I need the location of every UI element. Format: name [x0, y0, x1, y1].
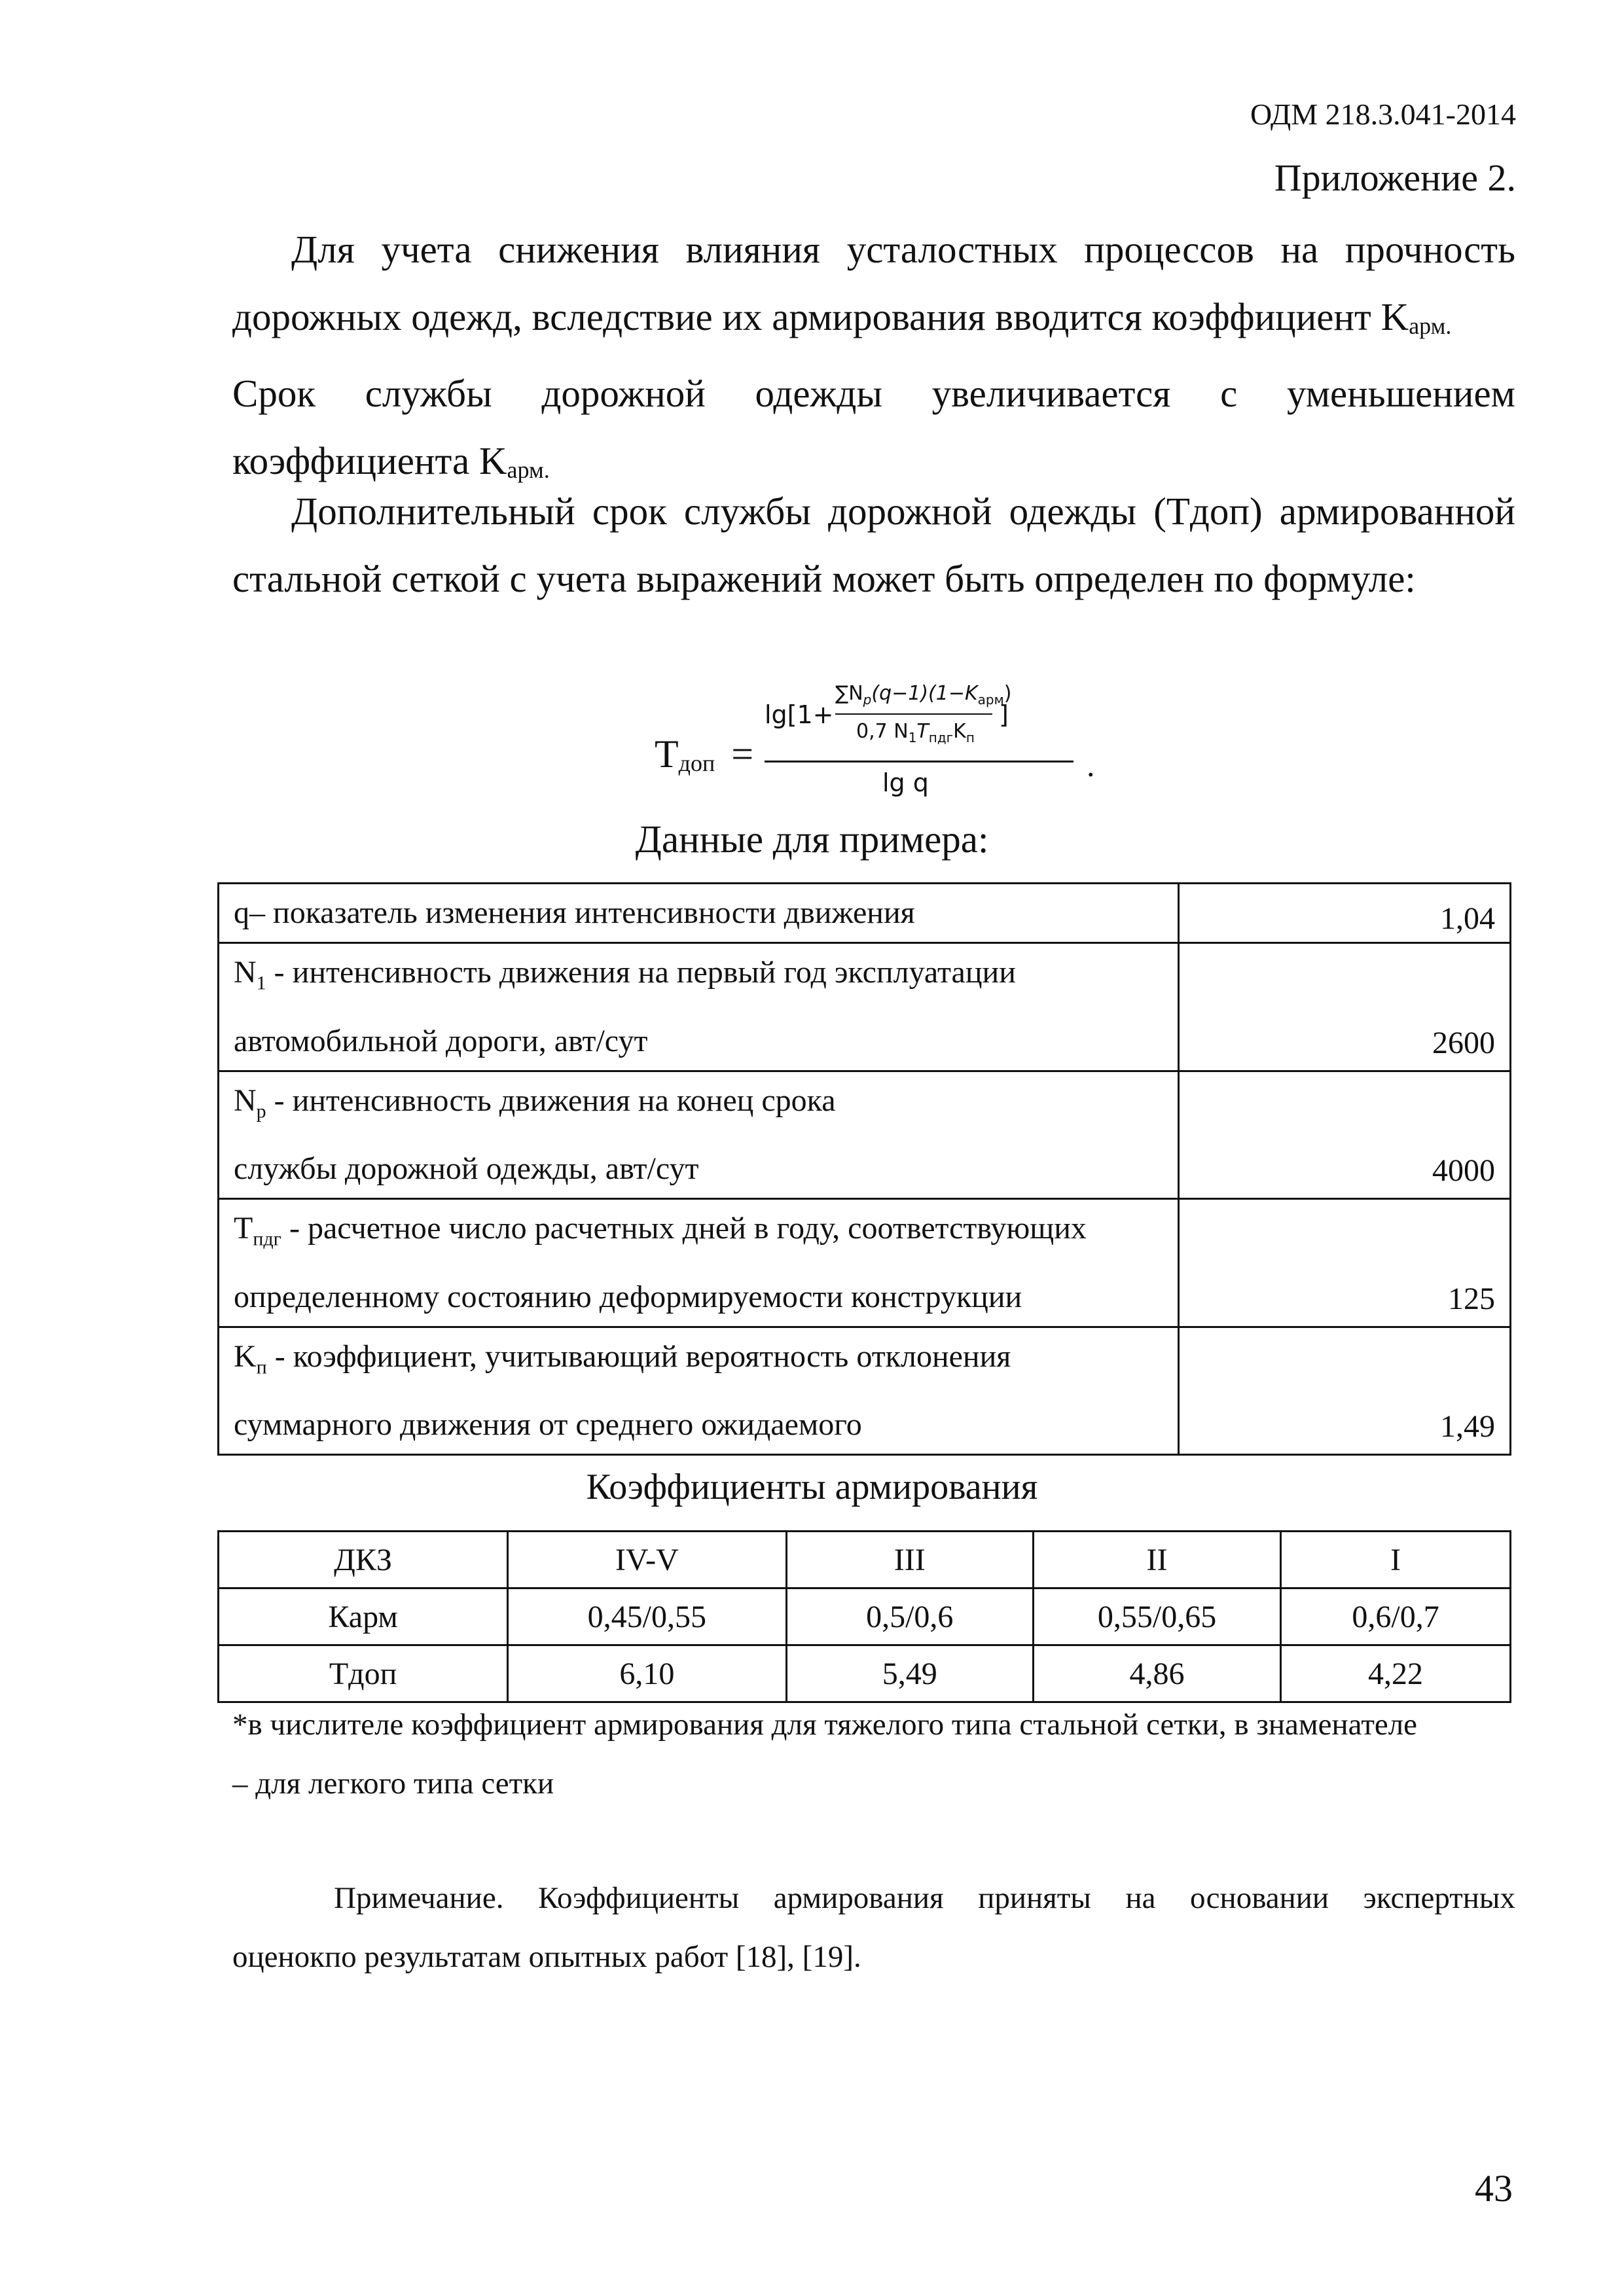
paragraph-line: Дополнительный срок службы дорожной одежды (Тдоп) армированной — [291, 490, 1515, 533]
parameter-value-cell: 2600 — [1179, 943, 1511, 1071]
subscript: арм — [977, 692, 1004, 708]
main-fraction-bar — [765, 761, 1074, 762]
subscript: арм. — [507, 457, 550, 483]
inner-denominator — [856, 720, 975, 745]
table-header-cell: III — [786, 1532, 1033, 1588]
inner-numerator — [835, 682, 1011, 708]
table-row — [219, 1588, 1511, 1645]
subscript: пдг — [928, 730, 954, 745]
footnote — [232, 1695, 1515, 1813]
paragraph-line: стальной сеткой с учета выражений может быть определен по формуле: — [232, 557, 1416, 600]
parameter-symbol: q — [234, 895, 249, 930]
formula-bracket: ] — [999, 700, 1009, 729]
parameter-value-cell: 1,04 — [1179, 884, 1511, 943]
parameter-line: службы дорожной одежды, авт/сут — [234, 1151, 699, 1187]
text-span: дорожных одежд, вследствие их армирования вводится коэффициент K — [232, 295, 1409, 338]
parameter-value-cell: 125 — [1179, 1199, 1511, 1327]
appendix-label: Приложение 2. — [1274, 156, 1516, 199]
subscript: 1 — [256, 972, 266, 994]
formula-text: T — [916, 720, 929, 743]
inner-fraction-bar — [835, 713, 992, 715]
parameter-description-cell — [219, 1327, 1179, 1455]
parameter-value-cell: 4000 — [1179, 1071, 1511, 1199]
parameter-description-cell — [219, 884, 1179, 943]
table-row — [219, 1199, 1511, 1327]
footnote-line: *в числителе коэффициент армирования для тяжелого типа стальной сетки, в знаменателе — [232, 1708, 1418, 1742]
footnote-line: – для легкого типа сетки — [232, 1767, 554, 1801]
subscript: p — [863, 692, 872, 708]
formula-denominator: lg q — [882, 768, 929, 797]
paragraph-line: Для учета снижения влияния усталостных процессов на прочность — [291, 228, 1515, 271]
subscript: p — [256, 1100, 266, 1122]
parameter-symbol: K — [234, 1338, 257, 1374]
parameter-text: - интенсивность движения на первый год эксплуатации — [266, 955, 1016, 990]
paragraph-additional-term — [232, 478, 1515, 613]
document-code: ОДМ 218.3.041-2014 — [1250, 98, 1516, 131]
formula-text: 0,7 N — [856, 720, 909, 743]
table-cell: 0,5/0,6 — [786, 1588, 1033, 1645]
subscript: 1 — [908, 730, 917, 745]
parameter-symbol: N — [234, 955, 257, 990]
table-header-cell: IV-V — [508, 1532, 786, 1588]
parameter-line — [234, 1328, 1163, 1397]
text-span: коэффициента K — [232, 439, 507, 482]
parameter-line: автомобильной дороги, авт/сут — [234, 1023, 648, 1058]
table-cell: 4,86 — [1033, 1645, 1280, 1702]
subscript: п — [965, 730, 975, 745]
subscript: пдг — [253, 1228, 281, 1250]
parameter-line — [234, 1200, 1163, 1268]
parameter-line — [234, 1072, 1163, 1141]
table-row — [219, 943, 1511, 1071]
subscript: п — [256, 1356, 267, 1378]
parameter-description-cell — [219, 943, 1179, 1071]
table-cell: Тдоп — [219, 1645, 508, 1702]
parameter-text: - расчетное число расчетных дней в году, соответствующих — [281, 1211, 1087, 1246]
table-row — [219, 884, 1511, 943]
table-header-cell: II — [1033, 1532, 1280, 1588]
parameter-value-cell: 1,49 — [1179, 1327, 1511, 1455]
paragraph-line: Срок службы дорожной одежды увеличивается с уменьшением — [232, 372, 1515, 415]
subscript: доп — [678, 750, 715, 776]
page-number: 43 — [1475, 2167, 1513, 2210]
formula-text: (q−1)(1−K — [871, 682, 978, 705]
table-header-cell: ДКЗ — [219, 1532, 508, 1588]
table-cell: Карм — [219, 1588, 508, 1645]
paragraph-line — [232, 283, 1515, 360]
sum-symbol: ∑N — [835, 682, 863, 705]
formula-symbol: T — [655, 732, 679, 776]
formula — [655, 681, 1113, 812]
formula-lhs — [655, 732, 753, 777]
table-cell: 0,55/0,65 — [1033, 1588, 1280, 1645]
parameter-text: – показатель изменения интенсивности движения — [249, 895, 915, 930]
note — [232, 1869, 1515, 1986]
formula-period: . — [1087, 747, 1095, 783]
example-data-table — [217, 882, 1511, 1456]
table-cell: 0,6/0,7 — [1281, 1588, 1511, 1645]
parameter-text: - коэффициент, учитывающий вероятность отклонения — [266, 1338, 1011, 1374]
table-row — [219, 1071, 1511, 1199]
formula-text: ) — [1003, 682, 1012, 705]
parameter-line: определенному состоянию деформируемости конструкции — [234, 1279, 1022, 1314]
table-cell: 5,49 — [786, 1645, 1033, 1702]
table-cell: 4,22 — [1281, 1645, 1511, 1702]
table-header-row — [219, 1532, 1511, 1588]
subscript: арм. — [1409, 313, 1452, 339]
note-line: Примечание. Коэффициенты армирования приняты на основании экспертных — [334, 1881, 1515, 1915]
parameter-description-cell — [219, 1071, 1179, 1199]
example-caption: Данные для примера: — [635, 817, 989, 861]
note-line: оценокпо результатам опытных работ [18], [19]. — [232, 1940, 861, 1974]
parameter-symbol: T — [234, 1211, 253, 1246]
coef-caption: Коэффициенты армирования — [586, 1467, 1038, 1507]
parameter-description-cell — [219, 1199, 1179, 1327]
table-header-cell: I — [1281, 1532, 1511, 1588]
table-cell: 0,45/0,55 — [508, 1588, 786, 1645]
parameter-line: суммарного движения от среднего ожидаемого — [234, 1407, 862, 1443]
parameter-text: - интенсивность движения на конец срока — [266, 1083, 836, 1118]
coefficients-table — [217, 1530, 1511, 1703]
equals-sign: = — [731, 732, 754, 776]
parameter-line — [234, 884, 1163, 942]
formula-lg-prefix: lg[1+ — [765, 700, 834, 729]
parameter-symbol: N — [234, 1083, 257, 1118]
parameter-line — [234, 944, 1163, 1013]
paragraph-fatigue — [232, 216, 1515, 504]
formula-text: K — [953, 720, 966, 743]
table-row — [219, 1645, 1511, 1702]
table-cell: 6,10 — [508, 1645, 786, 1702]
table-row — [219, 1327, 1511, 1455]
